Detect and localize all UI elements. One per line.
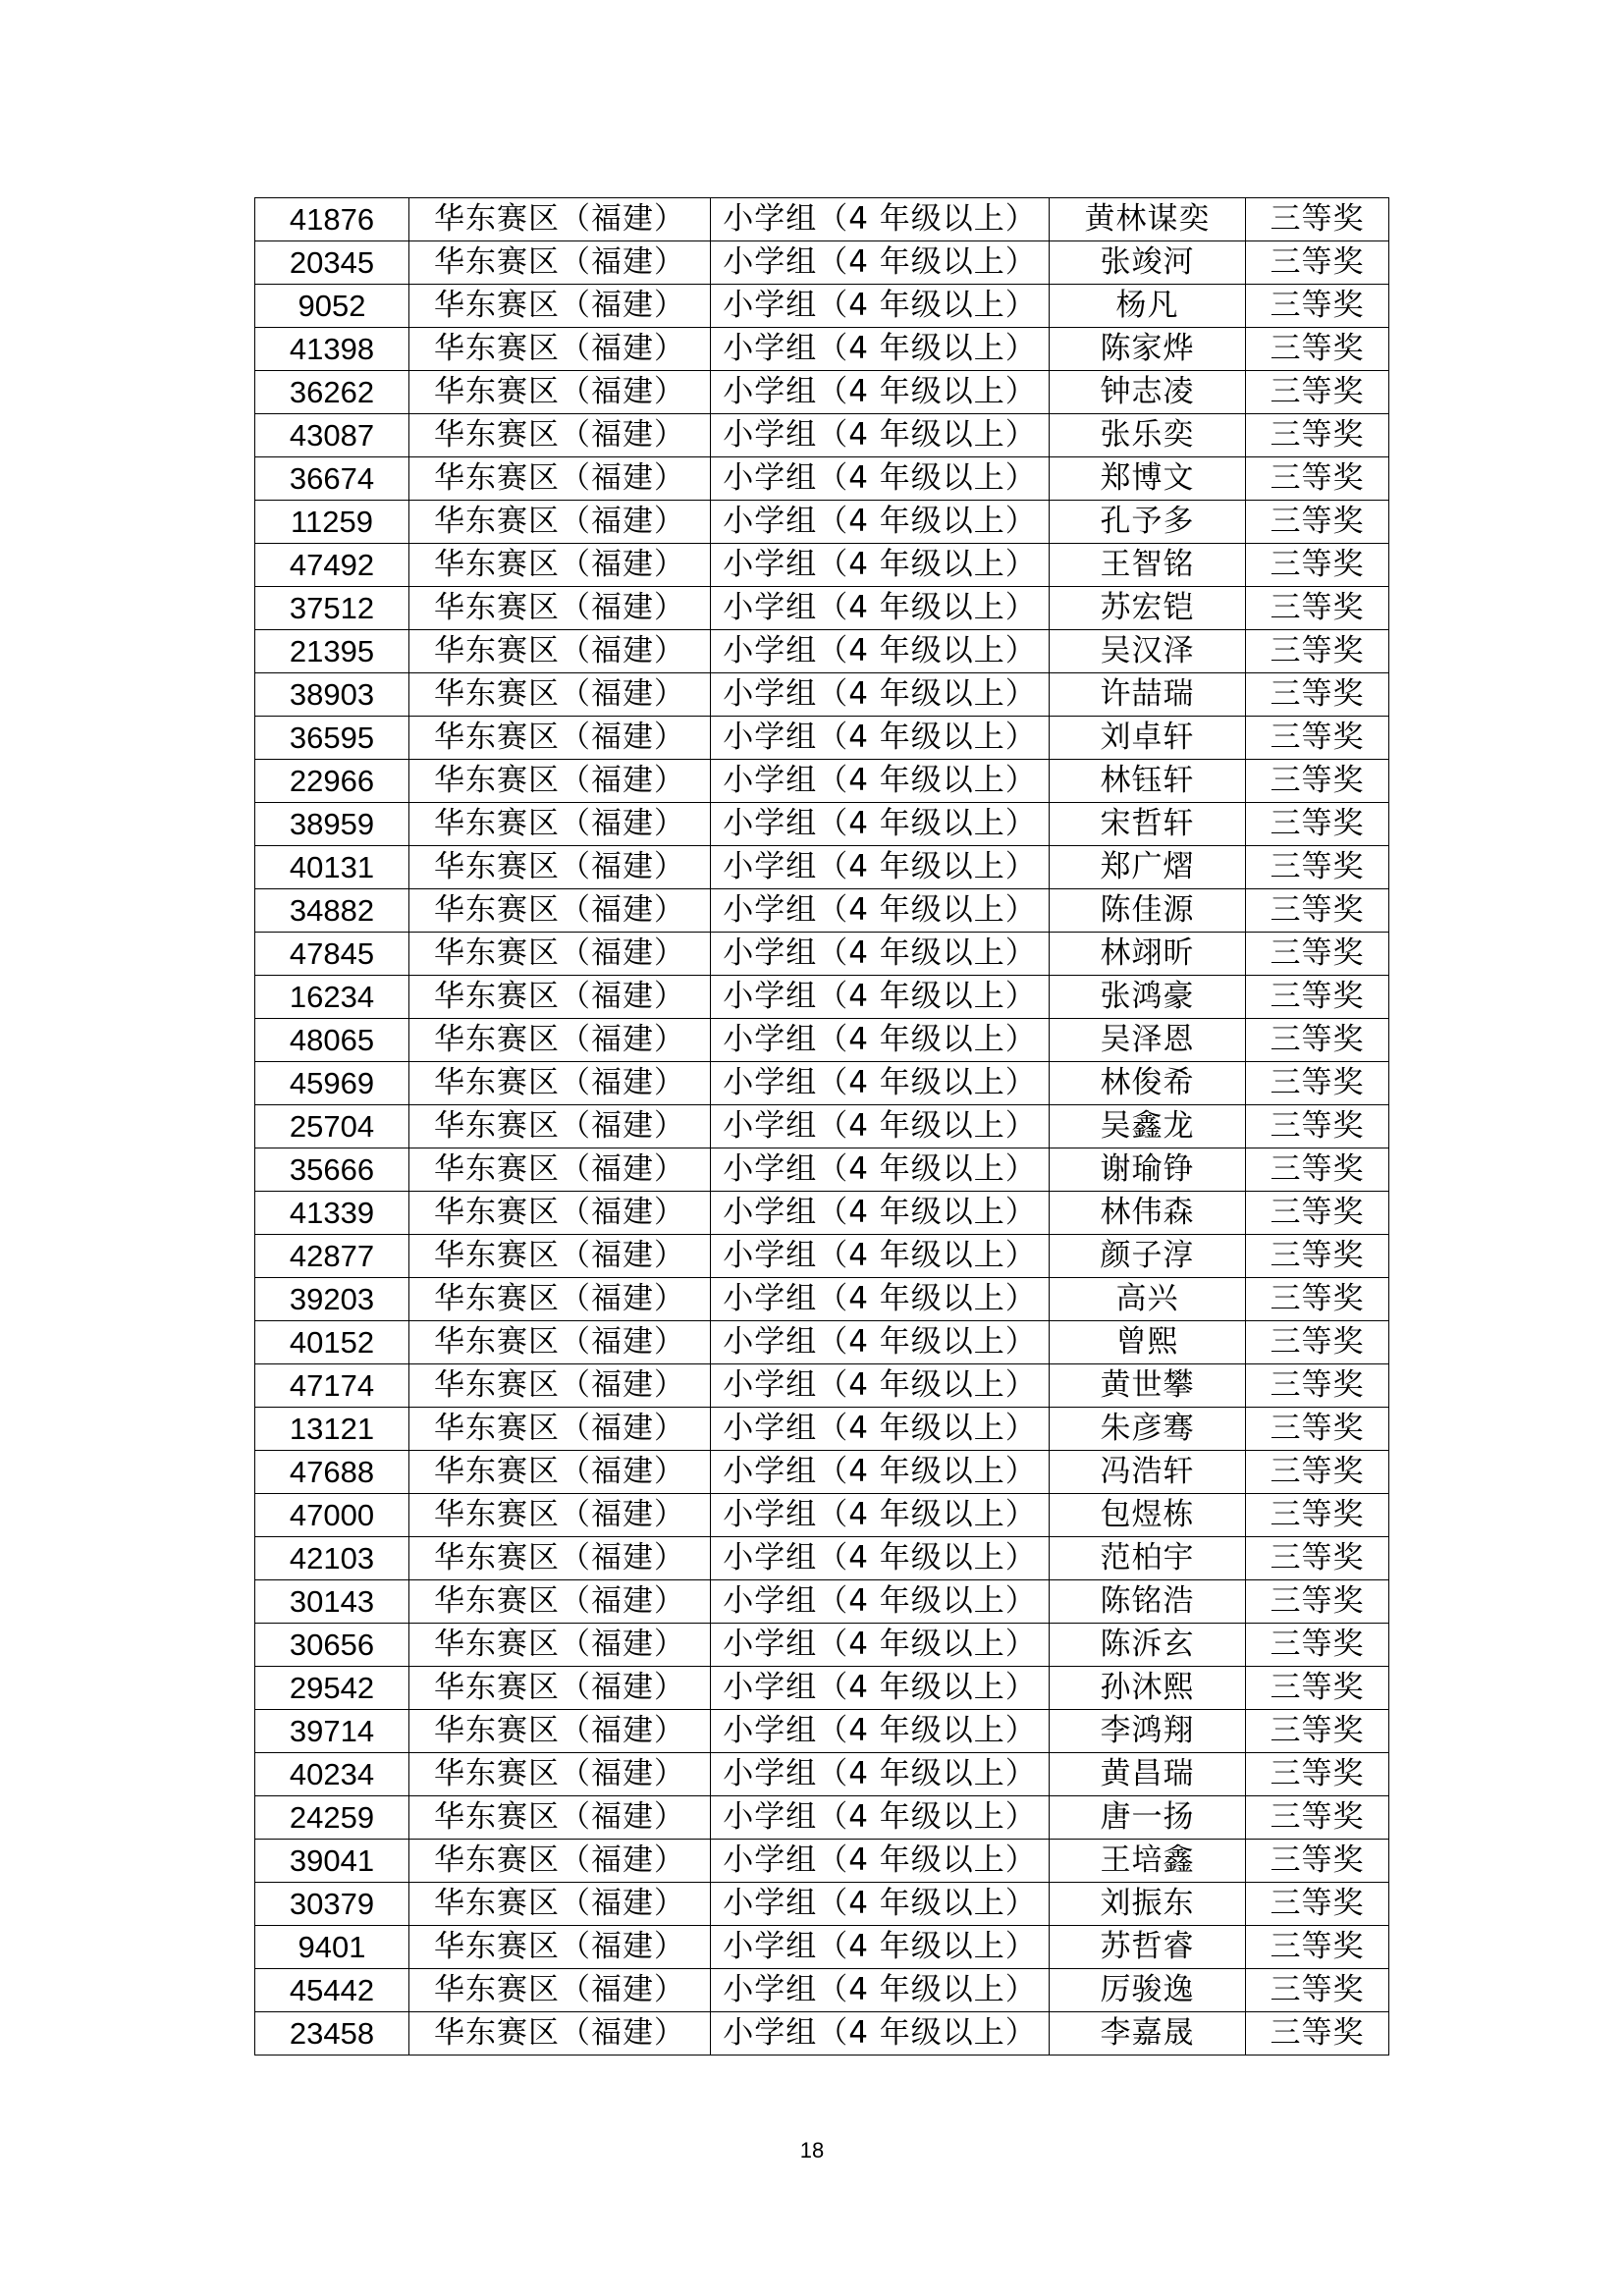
table-row	[255, 285, 1389, 328]
region-cell: 华东赛区（福建）	[409, 717, 711, 760]
table-row	[255, 1753, 1389, 1796]
region-cell: 华东赛区（福建）	[409, 1537, 711, 1580]
award-cell: 三等奖	[1246, 328, 1389, 371]
region-cell: 华东赛区（福建）	[409, 673, 711, 717]
group-cell: 小学组（4 年级以上）	[711, 1883, 1050, 1926]
table-row	[255, 673, 1389, 717]
group-cell: 小学组（4 年级以上）	[711, 1840, 1050, 1883]
award-cell: 三等奖	[1246, 630, 1389, 673]
student-name-cell: 刘卓轩	[1050, 717, 1246, 760]
student-name-cell: 黄林谋奕	[1050, 198, 1246, 241]
region-cell: 华东赛区（福建）	[409, 760, 711, 803]
award-cell: 三等奖	[1246, 1926, 1389, 1969]
student-name-cell: 刘振东	[1050, 1883, 1246, 1926]
award-cell: 三等奖	[1246, 1796, 1389, 1840]
group-cell: 小学组（4 年级以上）	[711, 803, 1050, 846]
award-cell: 三等奖	[1246, 1580, 1389, 1624]
student-name-cell: 林伟森	[1050, 1192, 1246, 1235]
table-row	[255, 1624, 1389, 1667]
table-row	[255, 2012, 1389, 2056]
student-name-cell: 郑博文	[1050, 457, 1246, 501]
student-name-cell: 林钰轩	[1050, 760, 1246, 803]
entry-id-cell: 36262	[255, 371, 409, 414]
awards-table	[254, 197, 1389, 2056]
student-name-cell: 范柏宇	[1050, 1537, 1246, 1580]
table-row	[255, 328, 1389, 371]
entry-id-cell: 47845	[255, 933, 409, 976]
group-cell: 小学组（4 年级以上）	[711, 933, 1050, 976]
group-cell: 小学组（4 年级以上）	[711, 673, 1050, 717]
award-cell: 三等奖	[1246, 457, 1389, 501]
award-cell: 三等奖	[1246, 1062, 1389, 1105]
student-name-cell: 宋哲轩	[1050, 803, 1246, 846]
entry-id-cell: 45969	[255, 1062, 409, 1105]
table-row	[255, 198, 1389, 241]
region-cell: 华东赛区（福建）	[409, 1192, 711, 1235]
student-name-cell: 张鸿豪	[1050, 976, 1246, 1019]
entry-id-cell: 47492	[255, 544, 409, 587]
entry-id-cell: 9401	[255, 1926, 409, 1969]
award-cell: 三等奖	[1246, 1148, 1389, 1192]
award-cell: 三等奖	[1246, 1278, 1389, 1321]
entry-id-cell: 47688	[255, 1451, 409, 1494]
award-cell: 三等奖	[1246, 1408, 1389, 1451]
group-cell: 小学组（4 年级以上）	[711, 1753, 1050, 1796]
table-row	[255, 1019, 1389, 1062]
table-row	[255, 1580, 1389, 1624]
group-cell: 小学组（4 年级以上）	[711, 1105, 1050, 1148]
table-row	[255, 1451, 1389, 1494]
awards-table-body	[255, 198, 1389, 2056]
student-name-cell: 李嘉晟	[1050, 2012, 1246, 2056]
table-row	[255, 1408, 1389, 1451]
region-cell: 华东赛区（福建）	[409, 1494, 711, 1537]
award-cell: 三等奖	[1246, 1753, 1389, 1796]
group-cell: 小学组（4 年级以上）	[711, 1062, 1050, 1105]
award-cell: 三等奖	[1246, 803, 1389, 846]
region-cell: 华东赛区（福建）	[409, 1148, 711, 1192]
table-row	[255, 544, 1389, 587]
student-name-cell: 黄昌瑞	[1050, 1753, 1246, 1796]
entry-id-cell: 43087	[255, 414, 409, 457]
region-cell: 华东赛区（福建）	[409, 1710, 711, 1753]
group-cell: 小学组（4 年级以上）	[711, 846, 1050, 889]
region-cell: 华东赛区（福建）	[409, 1019, 711, 1062]
group-cell: 小学组（4 年级以上）	[711, 414, 1050, 457]
region-cell: 华东赛区（福建）	[409, 1364, 711, 1408]
region-cell: 华东赛区（福建）	[409, 1062, 711, 1105]
table-row	[255, 976, 1389, 1019]
entry-id-cell: 47000	[255, 1494, 409, 1537]
award-cell: 三等奖	[1246, 1710, 1389, 1753]
group-cell: 小学组（4 年级以上）	[711, 1494, 1050, 1537]
student-name-cell: 陈家烨	[1050, 328, 1246, 371]
region-cell: 华东赛区（福建）	[409, 371, 711, 414]
entry-id-cell: 41339	[255, 1192, 409, 1235]
region-cell: 华东赛区（福建）	[409, 1235, 711, 1278]
region-cell: 华东赛区（福建）	[409, 1796, 711, 1840]
student-name-cell: 曾熙	[1050, 1321, 1246, 1364]
page-number: 18	[799, 2138, 825, 2163]
student-name-cell: 吴鑫龙	[1050, 1105, 1246, 1148]
award-cell: 三等奖	[1246, 1537, 1389, 1580]
region-cell: 华东赛区（福建）	[409, 285, 711, 328]
award-cell: 三等奖	[1246, 1364, 1389, 1408]
region-cell: 华东赛区（福建）	[409, 1451, 711, 1494]
group-cell: 小学组（4 年级以上）	[711, 371, 1050, 414]
region-cell: 华东赛区（福建）	[409, 1840, 711, 1883]
group-cell: 小学组（4 年级以上）	[711, 976, 1050, 1019]
table-row	[255, 889, 1389, 933]
group-cell: 小学组（4 年级以上）	[711, 1148, 1050, 1192]
group-cell: 小学组（4 年级以上）	[711, 1019, 1050, 1062]
entry-id-cell: 24259	[255, 1796, 409, 1840]
group-cell: 小学组（4 年级以上）	[711, 198, 1050, 241]
entry-id-cell: 40234	[255, 1753, 409, 1796]
group-cell: 小学组（4 年级以上）	[711, 285, 1050, 328]
region-cell: 华东赛区（福建）	[409, 1105, 711, 1148]
student-name-cell: 苏哲睿	[1050, 1926, 1246, 1969]
award-cell: 三等奖	[1246, 241, 1389, 285]
award-cell: 三等奖	[1246, 2012, 1389, 2056]
table-row	[255, 933, 1389, 976]
group-cell: 小学组（4 年级以上）	[711, 1969, 1050, 2012]
student-name-cell: 唐一扬	[1050, 1796, 1246, 1840]
region-cell: 华东赛区（福建）	[409, 2012, 711, 2056]
award-cell: 三等奖	[1246, 1840, 1389, 1883]
student-name-cell: 王智铭	[1050, 544, 1246, 587]
entry-id-cell: 47174	[255, 1364, 409, 1408]
student-name-cell: 钟志凌	[1050, 371, 1246, 414]
entry-id-cell: 38959	[255, 803, 409, 846]
table-row	[255, 587, 1389, 630]
group-cell: 小学组（4 年级以上）	[711, 1235, 1050, 1278]
entry-id-cell: 40131	[255, 846, 409, 889]
region-cell: 华东赛区（福建）	[409, 1321, 711, 1364]
award-cell: 三等奖	[1246, 976, 1389, 1019]
table-row	[255, 1537, 1389, 1580]
award-cell: 三等奖	[1246, 1494, 1389, 1537]
region-cell: 华东赛区（福建）	[409, 414, 711, 457]
student-name-cell: 颜子淳	[1050, 1235, 1246, 1278]
award-cell: 三等奖	[1246, 414, 1389, 457]
group-cell: 小学组（4 年级以上）	[711, 1624, 1050, 1667]
award-cell: 三等奖	[1246, 1969, 1389, 2012]
group-cell: 小学组（4 年级以上）	[711, 1278, 1050, 1321]
award-cell: 三等奖	[1246, 1883, 1389, 1926]
award-cell: 三等奖	[1246, 1624, 1389, 1667]
award-cell: 三等奖	[1246, 717, 1389, 760]
group-cell: 小学组（4 年级以上）	[711, 1580, 1050, 1624]
table-row	[255, 241, 1389, 285]
region-cell: 华东赛区（福建）	[409, 587, 711, 630]
entry-id-cell: 34882	[255, 889, 409, 933]
award-cell: 三等奖	[1246, 1321, 1389, 1364]
group-cell: 小学组（4 年级以上）	[711, 760, 1050, 803]
table-row	[255, 1278, 1389, 1321]
student-name-cell: 冯浩轩	[1050, 1451, 1246, 1494]
table-row	[255, 501, 1389, 544]
entry-id-cell: 36674	[255, 457, 409, 501]
entry-id-cell: 11259	[255, 501, 409, 544]
table-row	[255, 1494, 1389, 1537]
entry-id-cell: 29542	[255, 1667, 409, 1710]
table-row	[255, 1235, 1389, 1278]
entry-id-cell: 38903	[255, 673, 409, 717]
entry-id-cell: 48065	[255, 1019, 409, 1062]
region-cell: 华东赛区（福建）	[409, 630, 711, 673]
group-cell: 小学组（4 年级以上）	[711, 587, 1050, 630]
region-cell: 华东赛区（福建）	[409, 501, 711, 544]
table-row	[255, 760, 1389, 803]
entry-id-cell: 20345	[255, 241, 409, 285]
table-row	[255, 803, 1389, 846]
entry-id-cell: 45442	[255, 1969, 409, 2012]
region-cell: 华东赛区（福建）	[409, 544, 711, 587]
region-cell: 华东赛区（福建）	[409, 1753, 711, 1796]
group-cell: 小学组（4 年级以上）	[711, 1926, 1050, 1969]
region-cell: 华东赛区（福建）	[409, 976, 711, 1019]
entry-id-cell: 41398	[255, 328, 409, 371]
entry-id-cell: 22966	[255, 760, 409, 803]
entry-id-cell: 23458	[255, 2012, 409, 2056]
group-cell: 小学组（4 年级以上）	[711, 1408, 1050, 1451]
group-cell: 小学组（4 年级以上）	[711, 889, 1050, 933]
student-name-cell: 杨凡	[1050, 285, 1246, 328]
region-cell: 华东赛区（福建）	[409, 1580, 711, 1624]
student-name-cell: 林俊希	[1050, 1062, 1246, 1105]
student-name-cell: 朱彦骞	[1050, 1408, 1246, 1451]
region-cell: 华东赛区（福建）	[409, 1624, 711, 1667]
table-row	[255, 1840, 1389, 1883]
group-cell: 小学组（4 年级以上）	[711, 1796, 1050, 1840]
region-cell: 华东赛区（福建）	[409, 1969, 711, 2012]
entry-id-cell: 30143	[255, 1580, 409, 1624]
table-row	[255, 1364, 1389, 1408]
award-cell: 三等奖	[1246, 285, 1389, 328]
student-name-cell: 林翊昕	[1050, 933, 1246, 976]
table-row	[255, 1883, 1389, 1926]
table-row	[255, 457, 1389, 501]
entry-id-cell: 21395	[255, 630, 409, 673]
award-cell: 三等奖	[1246, 1667, 1389, 1710]
group-cell: 小学组（4 年级以上）	[711, 717, 1050, 760]
table-row	[255, 1667, 1389, 1710]
table-row	[255, 1796, 1389, 1840]
student-name-cell: 许喆瑞	[1050, 673, 1246, 717]
student-name-cell: 陈佳源	[1050, 889, 1246, 933]
student-name-cell: 高兴	[1050, 1278, 1246, 1321]
group-cell: 小学组（4 年级以上）	[711, 1192, 1050, 1235]
group-cell: 小学组（4 年级以上）	[711, 544, 1050, 587]
region-cell: 华东赛区（福建）	[409, 457, 711, 501]
student-name-cell: 王培鑫	[1050, 1840, 1246, 1883]
group-cell: 小学组（4 年级以上）	[711, 328, 1050, 371]
region-cell: 华东赛区（福建）	[409, 846, 711, 889]
student-name-cell: 陈铭浩	[1050, 1580, 1246, 1624]
student-name-cell: 张竣河	[1050, 241, 1246, 285]
student-name-cell: 张乐奕	[1050, 414, 1246, 457]
award-cell: 三等奖	[1246, 1235, 1389, 1278]
region-cell: 华东赛区（福建）	[409, 1667, 711, 1710]
student-name-cell: 谢瑜铮	[1050, 1148, 1246, 1192]
award-cell: 三等奖	[1246, 1019, 1389, 1062]
student-name-cell: 黄世攀	[1050, 1364, 1246, 1408]
student-name-cell: 孙沐熙	[1050, 1667, 1246, 1710]
region-cell: 华东赛区（福建）	[409, 1408, 711, 1451]
table-row	[255, 1192, 1389, 1235]
award-cell: 三等奖	[1246, 1451, 1389, 1494]
student-name-cell: 包煜栋	[1050, 1494, 1246, 1537]
entry-id-cell: 16234	[255, 976, 409, 1019]
award-cell: 三等奖	[1246, 501, 1389, 544]
student-name-cell: 吴汉泽	[1050, 630, 1246, 673]
entry-id-cell: 36595	[255, 717, 409, 760]
award-cell: 三等奖	[1246, 1192, 1389, 1235]
student-name-cell: 郑广熠	[1050, 846, 1246, 889]
group-cell: 小学组（4 年级以上）	[711, 1710, 1050, 1753]
entry-id-cell: 9052	[255, 285, 409, 328]
award-cell: 三等奖	[1246, 587, 1389, 630]
table-row	[255, 414, 1389, 457]
entry-id-cell: 40152	[255, 1321, 409, 1364]
table-row	[255, 1710, 1389, 1753]
table-row	[255, 1062, 1389, 1105]
table-row	[255, 1926, 1389, 1969]
award-cell: 三等奖	[1246, 760, 1389, 803]
award-cell: 三等奖	[1246, 673, 1389, 717]
region-cell: 华东赛区（福建）	[409, 1883, 711, 1926]
table-row	[255, 717, 1389, 760]
entry-id-cell: 42877	[255, 1235, 409, 1278]
region-cell: 华东赛区（福建）	[409, 241, 711, 285]
award-cell: 三等奖	[1246, 371, 1389, 414]
region-cell: 华东赛区（福建）	[409, 198, 711, 241]
group-cell: 小学组（4 年级以上）	[711, 457, 1050, 501]
entry-id-cell: 41876	[255, 198, 409, 241]
group-cell: 小学组（4 年级以上）	[711, 1321, 1050, 1364]
student-name-cell: 孔予多	[1050, 501, 1246, 544]
award-cell: 三等奖	[1246, 889, 1389, 933]
group-cell: 小学组（4 年级以上）	[711, 630, 1050, 673]
region-cell: 华东赛区（福建）	[409, 1278, 711, 1321]
table-row	[255, 1969, 1389, 2012]
entry-id-cell: 35666	[255, 1148, 409, 1192]
student-name-cell: 陈泝玄	[1050, 1624, 1246, 1667]
entry-id-cell: 39041	[255, 1840, 409, 1883]
region-cell: 华东赛区（福建）	[409, 1926, 711, 1969]
entry-id-cell: 42103	[255, 1537, 409, 1580]
award-cell: 三等奖	[1246, 544, 1389, 587]
table-row	[255, 1321, 1389, 1364]
group-cell: 小学组（4 年级以上）	[711, 1537, 1050, 1580]
region-cell: 华东赛区（福建）	[409, 889, 711, 933]
table-row	[255, 846, 1389, 889]
group-cell: 小学组（4 年级以上）	[711, 2012, 1050, 2056]
group-cell: 小学组（4 年级以上）	[711, 241, 1050, 285]
group-cell: 小学组（4 年级以上）	[711, 501, 1050, 544]
entry-id-cell: 39203	[255, 1278, 409, 1321]
entry-id-cell: 37512	[255, 587, 409, 630]
award-cell: 三等奖	[1246, 198, 1389, 241]
region-cell: 华东赛区（福建）	[409, 803, 711, 846]
award-cell: 三等奖	[1246, 1105, 1389, 1148]
entry-id-cell: 13121	[255, 1408, 409, 1451]
region-cell: 华东赛区（福建）	[409, 933, 711, 976]
group-cell: 小学组（4 年级以上）	[711, 1667, 1050, 1710]
group-cell: 小学组（4 年级以上）	[711, 1451, 1050, 1494]
entry-id-cell: 39714	[255, 1710, 409, 1753]
entry-id-cell: 25704	[255, 1105, 409, 1148]
table-row	[255, 1105, 1389, 1148]
student-name-cell: 苏宏铠	[1050, 587, 1246, 630]
student-name-cell: 李鸿翔	[1050, 1710, 1246, 1753]
entry-id-cell: 30656	[255, 1624, 409, 1667]
entry-id-cell: 30379	[255, 1883, 409, 1926]
table-row	[255, 371, 1389, 414]
table-row	[255, 630, 1389, 673]
region-cell: 华东赛区（福建）	[409, 328, 711, 371]
student-name-cell: 吴泽恩	[1050, 1019, 1246, 1062]
award-cell: 三等奖	[1246, 846, 1389, 889]
group-cell: 小学组（4 年级以上）	[711, 1364, 1050, 1408]
award-cell: 三等奖	[1246, 933, 1389, 976]
student-name-cell: 厉骏逸	[1050, 1969, 1246, 2012]
table-row	[255, 1148, 1389, 1192]
